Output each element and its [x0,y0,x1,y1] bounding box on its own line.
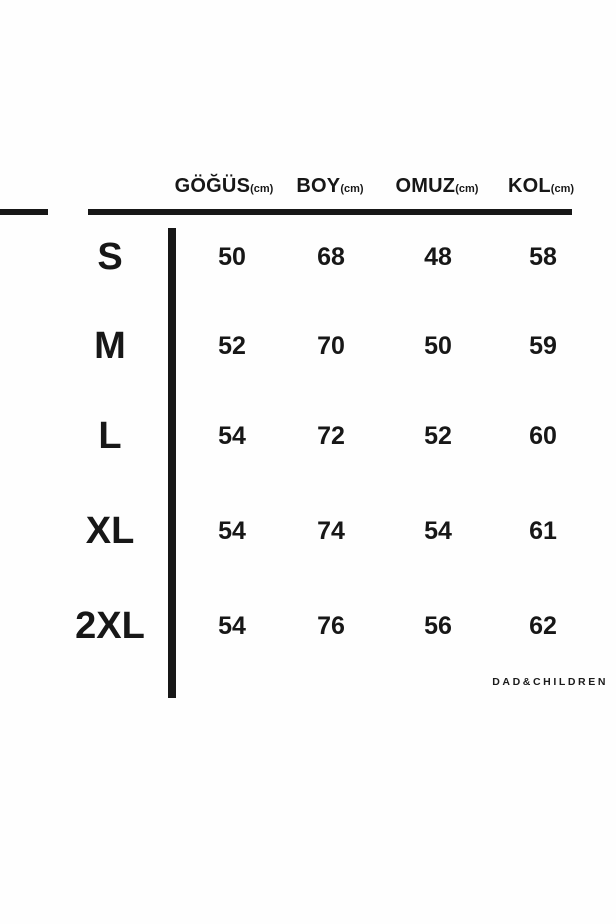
column-header-boy [296,175,363,198]
column-header-omuz [396,175,479,198]
cell-omuz: 48 [424,243,452,271]
table-row [0,323,616,413]
cell-gogus: 54 [218,422,246,450]
table-row [0,234,616,324]
table-row [0,508,616,598]
cell-boy: 70 [317,332,345,360]
column-header-kol [508,175,574,198]
cell-kol: 59 [529,332,557,360]
cell-kol: 62 [529,612,557,640]
size-label: L [98,415,122,457]
column-header-label: GÖĞÜS [174,175,251,197]
cell-boy: 76 [317,612,345,640]
header-divider-left [0,209,48,215]
column-header-unit: (cm) [250,183,274,195]
cell-omuz: 52 [424,422,452,450]
cell-gogus: 54 [218,612,246,640]
cell-boy: 72 [317,422,345,450]
column-header-label: BOY [296,175,341,197]
table-row [0,413,616,503]
cell-gogus: 52 [218,332,246,360]
cell-kol: 61 [529,517,557,545]
cell-gogus: 54 [218,517,246,545]
column-header-unit: (cm) [340,183,364,195]
cell-omuz: 56 [424,612,452,640]
column-header-gogus [175,175,274,198]
column-header-label: KOL [507,175,551,197]
column-header-label: OMUZ [395,175,456,197]
size-label: M [94,325,126,367]
column-header-unit: (cm) [550,183,575,195]
table-header-row [0,170,616,210]
header-divider [88,209,572,215]
cell-gogus: 50 [218,243,246,271]
brand-wordmark: DAD&CHILDREN [492,676,608,688]
cell-kol: 58 [529,243,557,271]
column-header-unit: (cm) [455,183,479,195]
size-label: 2XL [75,605,145,647]
cell-boy: 74 [317,517,345,545]
cell-kol: 60 [529,422,557,450]
size-label: XL [85,510,135,552]
cell-boy: 68 [317,243,345,271]
cell-omuz: 54 [424,517,452,545]
cell-omuz: 50 [424,332,452,360]
size-label: S [97,236,123,278]
